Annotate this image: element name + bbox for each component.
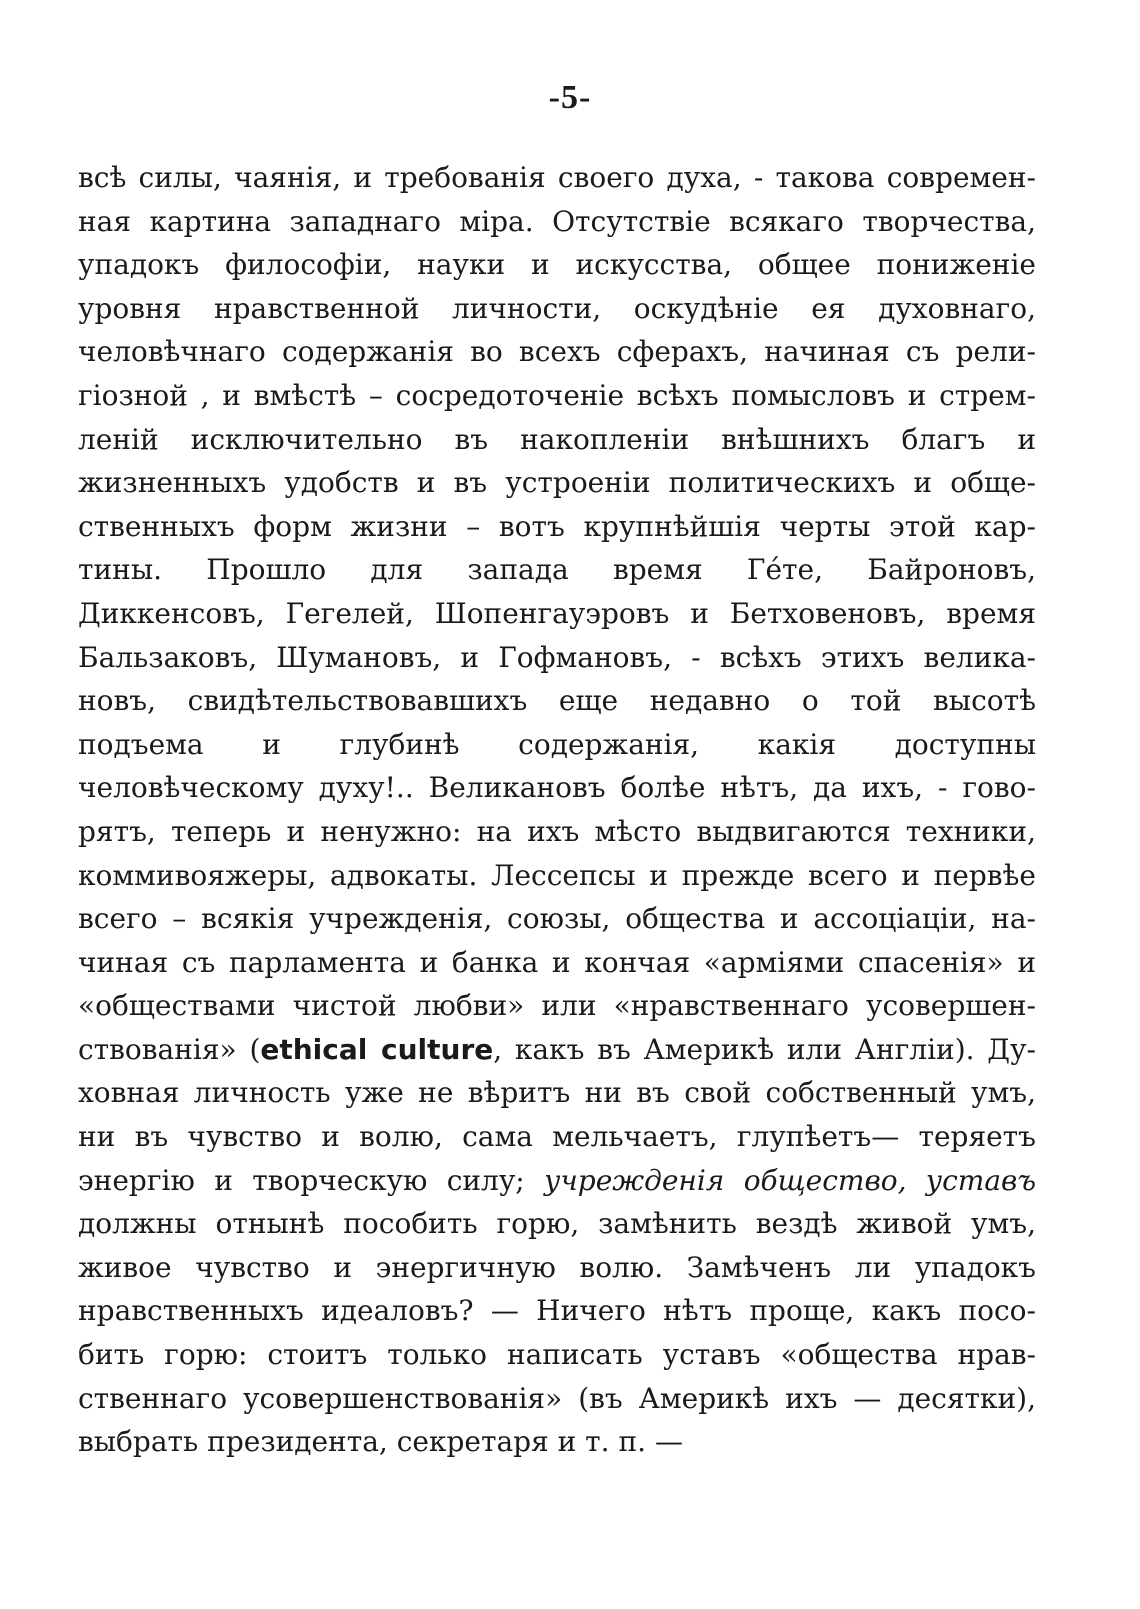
text-line: должны отнынѣ пособить горю, замѣнить вездѣ живой умъ, <box>78 1207 1036 1241</box>
text-line: человѣческому духу!.. Великановъ болѣе нѣтъ, да ихъ, - гово- <box>78 771 1036 805</box>
text-run: , какъ въ Америкѣ или Англiи). Ду- <box>493 1032 1036 1066</box>
text-line: живое чувство и энергичную волю. Замѣченъ ли упадокъ <box>78 1250 1036 1284</box>
text-line: новъ, свидѣтельствовавшихъ еще недавно о той высотѣ <box>78 684 1036 718</box>
bold-term: ethical culture <box>260 1032 494 1066</box>
text-line: ховная личность уже не вѣритъ ни въ свой собственный умъ, <box>78 1076 1036 1110</box>
text-line: всего – всякiя учрежденiя, союзы, общества и ассоцiацiи, на- <box>78 902 1036 936</box>
text-line: коммивояжеры, адвокаты. Лессепсы и прежде всего и первѣе <box>78 858 1036 892</box>
text-line: бить горю: стоитъ только написать уставъ «общества нрав- <box>78 1338 1036 1372</box>
text-line: ленiй исключительно въ накопленiи внѣшнихъ благъ и <box>78 422 1036 456</box>
text-line: ная картина западнаго мiра. Отсутствiе всякаго творчества, <box>78 204 1036 238</box>
text-line: уровня нравственной личности, оскудѣнiе ея духовнаго, <box>78 291 1036 325</box>
text-line: чиная съ парламента и банка и кончая «армiями спасенiя» и <box>78 945 1036 979</box>
text-line: ственныхъ форм жизни – вотъ крупнѣйшiя черты этой кар- <box>78 509 1036 543</box>
text-line: гiозной , и вмѣстѣ – сосредоточенiе всѣхъ помысловъ и стрем- <box>78 378 1036 412</box>
text-line: подъема и глубинѣ содержанiя, какiя доступны <box>78 727 1036 761</box>
italic-phrase: учрежденiя общество, уставъ <box>544 1163 1036 1197</box>
text-run: ствованiя» ( <box>78 1032 261 1066</box>
text-line-last: выбрать президента, секретаря и т. п. — <box>78 1425 683 1459</box>
text-line: «обществами чистой любви» или «нравственнаго усовершен- <box>78 989 1036 1023</box>
text-run: энергiю и творческую силу; <box>78 1163 545 1197</box>
text-line: тины. Прошло для запада время Ге́те, Байроновъ, <box>78 553 1036 587</box>
text-line: жизненныхъ удобств и въ устроенiи политическихъ и обще- <box>78 466 1036 500</box>
text-line: Бальзаковъ, Шумановъ, и Гофмановъ, - всѣхъ этихъ велика- <box>78 640 1036 674</box>
text-line: рятъ, теперь и ненужно: на ихъ мѣсто выдвигаются техники, <box>78 814 1036 848</box>
text-line: ственнаго усовершенствованiя» (въ Америкѣ ихъ — десятки), <box>78 1381 1036 1415</box>
text-line: всѣ силы, чаянiя, и требованiя своего духа, - такова современ- <box>78 161 1036 194</box>
text-line: Диккенсовъ, Гегелей, Шопенгауэровъ и Бетховеновъ, время <box>78 596 1036 630</box>
body-text <box>78 156 1036 1464</box>
text-line-with-bold <box>78 1028 1036 1072</box>
text-line: нравственныхъ идеаловъ? — Ничего нѣтъ проще, какъ посо- <box>78 1294 1036 1328</box>
page-number: -5- <box>548 79 592 116</box>
text-line: упадокъ философiи, науки и искусства, общее пониженiе <box>78 248 1036 282</box>
text-line-with-italic <box>78 1159 1036 1203</box>
text-line: человѣчнаго содержанiя во всехъ сферахъ, начиная съ рели- <box>78 335 1036 369</box>
text-line: ни въ чувство и волю, сама мельчаетъ, глупѣетъ— теряетъ <box>78 1120 1036 1154</box>
